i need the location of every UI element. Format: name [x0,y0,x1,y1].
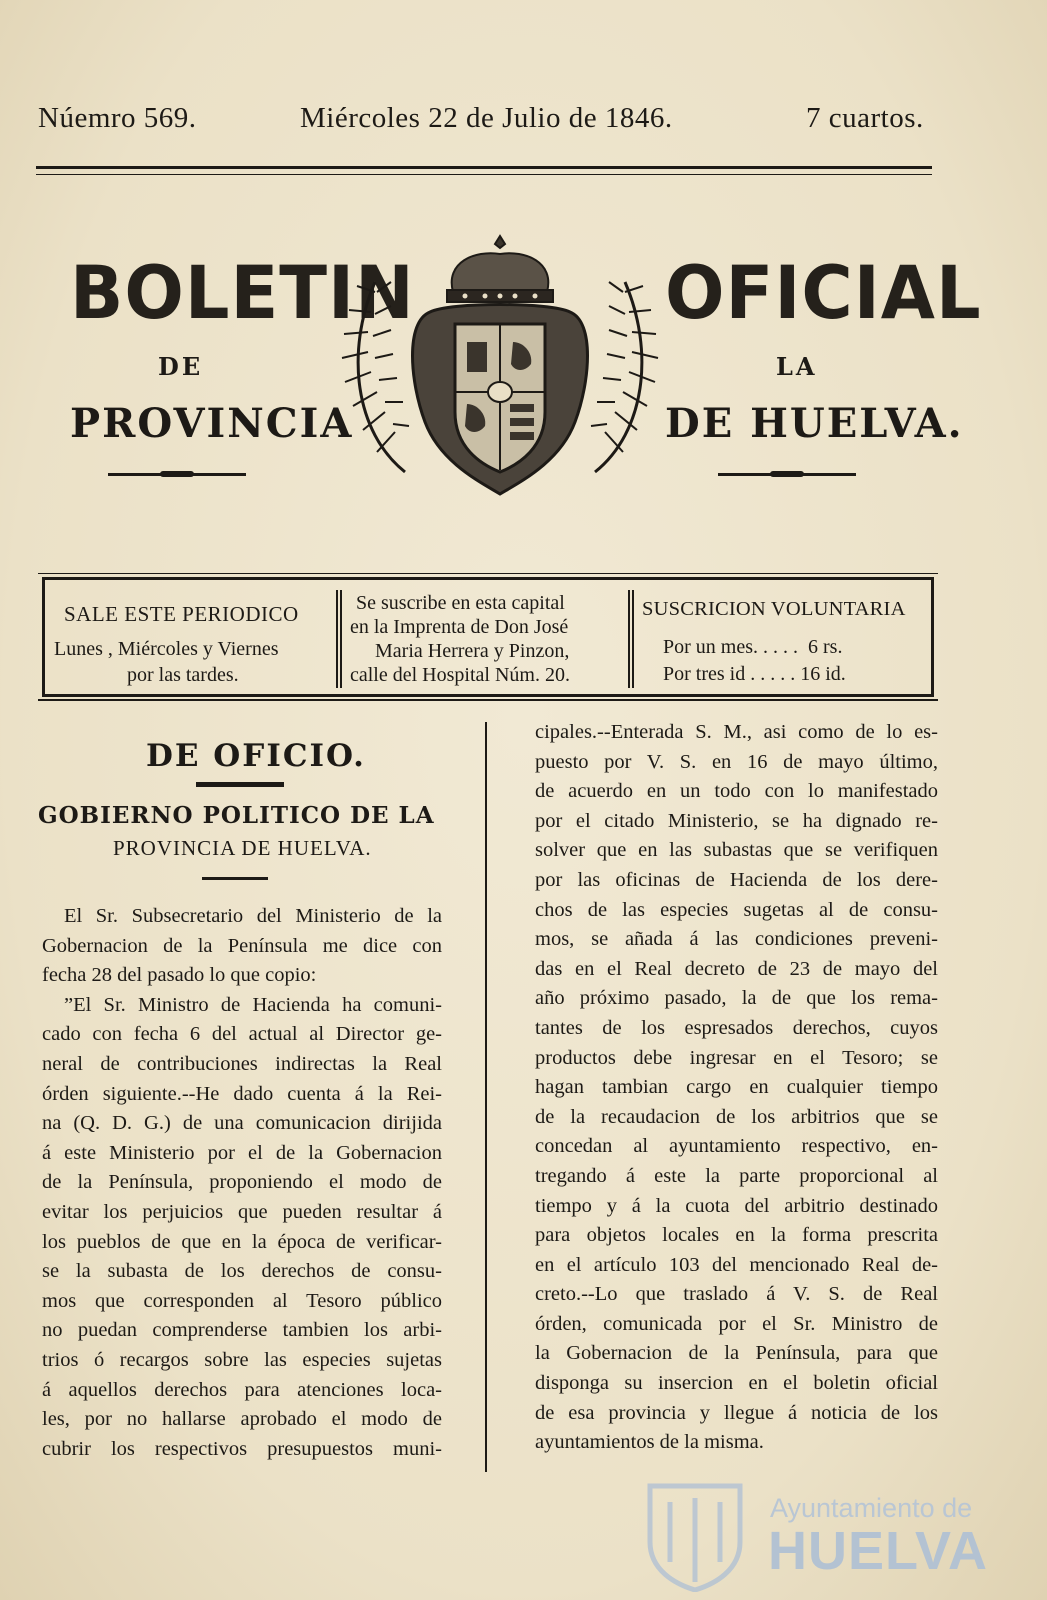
text-line: á este Ministerio por el de la Gobernacion [42,1141,442,1164]
info-subscribe-line-3: Maria Herrera y Pinzon, [375,640,570,662]
header-rule [36,166,932,175]
text-line: por el citado Ministerio, se ha dignado re- [535,809,938,832]
info-sale-title: SALE ESTE PERIODICO [64,602,299,626]
text-line: creto.--Lo que traslado á V. S. de Real [535,1283,938,1306]
ornament-dots-left [160,471,194,477]
text-line: no puedan comprenderse tambien los arbi- [42,1319,442,1342]
text-line: concedan al ayuntamiento respectivo, en- [535,1135,938,1158]
text-line: de la recaudacion de los arbitrios que se [535,1105,938,1128]
masthead-provincia: PROVINCIA [70,400,354,447]
text-line: neral de contribuciones indirectas la Real [42,1052,442,1075]
text-line: de esa provincia y llegue á noticia de los [535,1401,938,1424]
info-separator-1 [336,590,342,688]
info-price-three: Por tres id . . . . . 16 id. [663,663,846,685]
text-line: evitar los perjuicios que pueden resultar á [42,1200,442,1223]
info-subscribe-line-4: calle del Hospital Núm. 20. [350,664,570,686]
text-line: mos, se añada á las condiciones preveni- [535,928,938,951]
issue-number: Núemro 569. [38,102,197,134]
info-sale-days: Lunes , Miércoles y Viernes [54,638,279,660]
text-line: cado con fecha 6 del actual al Director ge- [42,1023,442,1046]
issue-date: Miércoles 22 de Julio de 1846. [300,102,673,134]
info-price-month: Por un mes. . . . . 6 rs. [663,636,843,658]
masthead-de: DE [158,352,204,381]
masthead-la: LA [776,352,818,381]
text-line: año próximo pasado, la de que los rema- [535,987,938,1010]
text-line: El Sr. Subsecretario del Ministerio de la [64,905,442,927]
info-sale-time: por las tardes. [127,664,239,686]
text-line: hagan tambian cargo en cualquier tiempo [535,1076,938,1099]
text-line: les, por no hallarse aprobado el modo de [42,1408,442,1431]
text-line: trios ó recargos sobre las especies sujetas [42,1348,442,1371]
info-subscription-title: SUSCRICION VOLUNTARIA [642,598,906,620]
watermark-text-huelva: HUELVA [768,1521,988,1581]
text-line: los pueblos de que en la época de verificar- [42,1230,442,1253]
issue-price: 7 cuartos. [806,102,924,134]
article-left-column [42,902,442,1464]
text-line: na (Q. D. G.) de una comunicacion dirijida [42,1112,442,1135]
text-line: tregando á este la parte proporcional al [535,1164,938,1187]
text-line: se la subasta de los derechos de consu- [42,1260,442,1283]
column-separator [485,722,487,1472]
masthead-boletin: BOLETIN [70,249,415,337]
text-line: de la Península, proponiendo el modo de [42,1171,442,1194]
text-line: órden, comunicada por el Sr. Ministro de [535,1312,938,1335]
text-line: fecha 28 del pasado lo que copio: [42,964,317,987]
masthead-de-huelva: DE HUELVA. [665,400,964,447]
text-line: ”El Sr. Ministro de Hacienda ha comuni- [64,993,442,1016]
text-line: disponga su insercion en el boletin oficial [535,1372,938,1395]
article-heading-rule [202,877,268,880]
text-line: tantes de los espresados derechos, cuyos [535,1016,938,1039]
text-line: órden siguiente.--He dado cuenta á la Rei- [42,1082,442,1105]
text-line: tiempo y á la cuota del arbitrio destinado [535,1194,938,1217]
watermark-logo-icon [640,1472,750,1592]
text-line: cipales.--Enterada S. M., asi como de lo es- [535,721,938,743]
text-line: por las oficinas de Hacienda de los dere- [535,868,938,891]
text-line: das en el Real decreto de 23 de mayo del [535,957,938,980]
section-title-de-oficio: DE OFICIO. [146,738,366,774]
text-line: á aquellos derechos para atenciones loca- [42,1378,442,1401]
article-heading: GOBIERNO POLITICO DE LA [38,802,435,829]
article-subheading: PROVINCIA DE HUELVA. [113,836,372,860]
article-right-column [535,718,938,1458]
text-line: productos debe ingresar en el Tesoro; se [535,1046,938,1069]
text-line: puesto por V. S. en 16 de mayo último, [535,750,938,773]
info-separator-2 [628,590,634,688]
text-line: la Gobernacion de la Península, para que [535,1342,938,1365]
text-line: chos de las especies sugetas al de consu- [535,898,938,921]
text-line: de acuerdo en un todo con lo manifestado [535,780,938,803]
watermark-text-ayuntamiento: Ayuntamiento de [770,1493,973,1523]
text-line: para objetos locales en la forma prescrita [535,1224,938,1247]
text-line: en el artículo 103 del mencionado Real de- [535,1253,938,1276]
ornament-dots-right [770,471,804,477]
text-line: ayuntamientos de la misma. [535,1431,764,1454]
section-title-rule [196,782,284,787]
text-line: mos que corresponden al Tesoro público [42,1289,442,1312]
text-line: cubrir los respectivos presupuestos muni- [42,1437,442,1460]
info-subscribe-line-1: Se suscribe en esta capital [356,592,565,614]
text-line: solver que en las subastas que se verifiquen [535,839,938,862]
masthead-oficial: OFICIAL [665,249,982,337]
coat-of-arms-emblem [335,232,665,502]
info-subscribe-line-2: en la Imprenta de Don José [350,616,569,638]
text-line: Gobernacion de la Península me dice con [42,934,442,957]
